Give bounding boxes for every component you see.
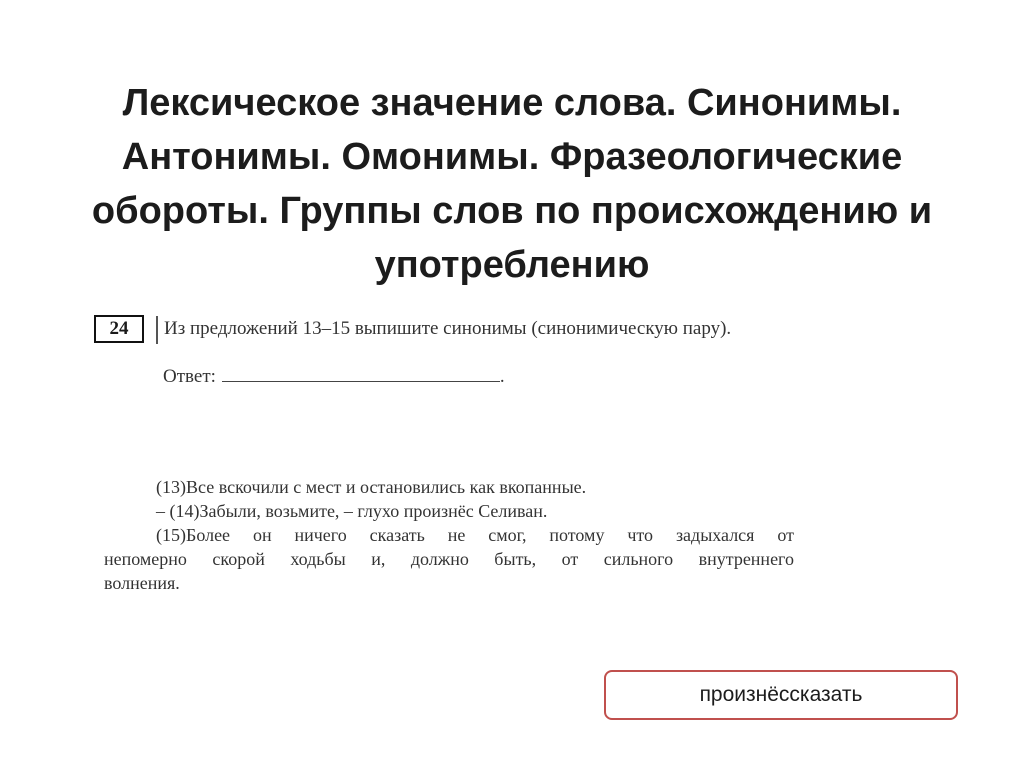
slide-title-line-4: употреблению [374, 244, 650, 286]
answer-blank-line [222, 365, 500, 382]
answer-row [163, 365, 505, 388]
slide-title-line-3: обороты. Группы слов по происхождению и [91, 190, 933, 232]
slide-title [60, 76, 964, 292]
answer-period: . [499, 366, 505, 387]
text-passage [104, 475, 794, 595]
answer-label: Ответ: [163, 366, 216, 387]
passage-sentence-15-line-1: (15)Более он ничего сказать не смог, потому что задыхался от [156, 525, 794, 545]
answer-reveal-button[interactable]: произнёссказать [604, 670, 958, 720]
task-number-box: 24 [94, 315, 144, 343]
passage-sentence-15-line-3: волнения. [104, 573, 180, 593]
task-number-divider [156, 316, 158, 344]
slide-title-line-2: Антонимы. Омонимы. Фразеологические [121, 136, 903, 178]
passage-sentence-14: – (14)Забыли, возьмите, – глухо произнёс Селиван. [156, 501, 548, 521]
passage-sentence-13: (13)Все вскочили с мест и остановились как вкопанные. [156, 477, 587, 497]
slide-title-line-1: Лексическое значение слова. Синонимы. [122, 82, 902, 124]
passage-sentence-15-line-2: непомерно скорой ходьбы и, должно быть, от сильного внутреннего [104, 549, 794, 569]
task-question: Из предложений 13–15 выпишите синонимы (синонимическую пару). [164, 318, 732, 339]
